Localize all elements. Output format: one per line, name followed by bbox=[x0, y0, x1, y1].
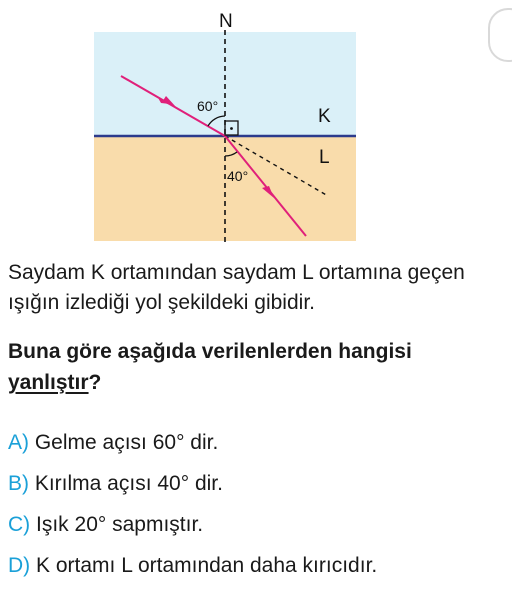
option-text: Gelme açısı 60° dir. bbox=[34, 431, 219, 454]
option-d[interactable] bbox=[8, 545, 508, 586]
refraction-diagram bbox=[0, 0, 512, 250]
normal-label: N bbox=[219, 11, 233, 32]
option-letter: D) bbox=[8, 554, 31, 577]
option-a[interactable] bbox=[8, 422, 508, 463]
option-c[interactable] bbox=[8, 504, 508, 545]
option-text: K ortamı L ortamından daha kırıcıdır. bbox=[36, 554, 378, 577]
medium-k-label: K bbox=[318, 106, 331, 127]
refraction-angle-label: 40° bbox=[227, 168, 249, 184]
option-text: Kırılma açısı 40° dir. bbox=[34, 472, 223, 495]
option-letter: A) bbox=[8, 431, 29, 454]
incidence-angle-label: 60° bbox=[197, 98, 219, 114]
refraction-diagram-svg bbox=[0, 0, 512, 250]
corner-decoration bbox=[488, 8, 512, 62]
option-letter: B) bbox=[8, 472, 29, 495]
question-stem: Saydam K ortamından saydam L ortamına geçen ışığın izlediği yol şekildeki gibidir. bbox=[8, 261, 465, 314]
option-b[interactable] bbox=[8, 463, 508, 504]
question-prompt bbox=[8, 336, 508, 398]
right-angle-dot bbox=[230, 127, 233, 130]
question-prompt-end: ? bbox=[88, 371, 102, 394]
question-prompt-emphasis: yanlıştır bbox=[8, 371, 89, 394]
question-prompt-text: Buna göre aşağıda verilenlerden hangisi bbox=[8, 340, 412, 363]
option-letter: C) bbox=[8, 513, 31, 536]
answer-options bbox=[8, 422, 508, 586]
option-text: Işık 20° sapmıştır. bbox=[36, 513, 204, 536]
medium-l-label: L bbox=[319, 147, 330, 168]
